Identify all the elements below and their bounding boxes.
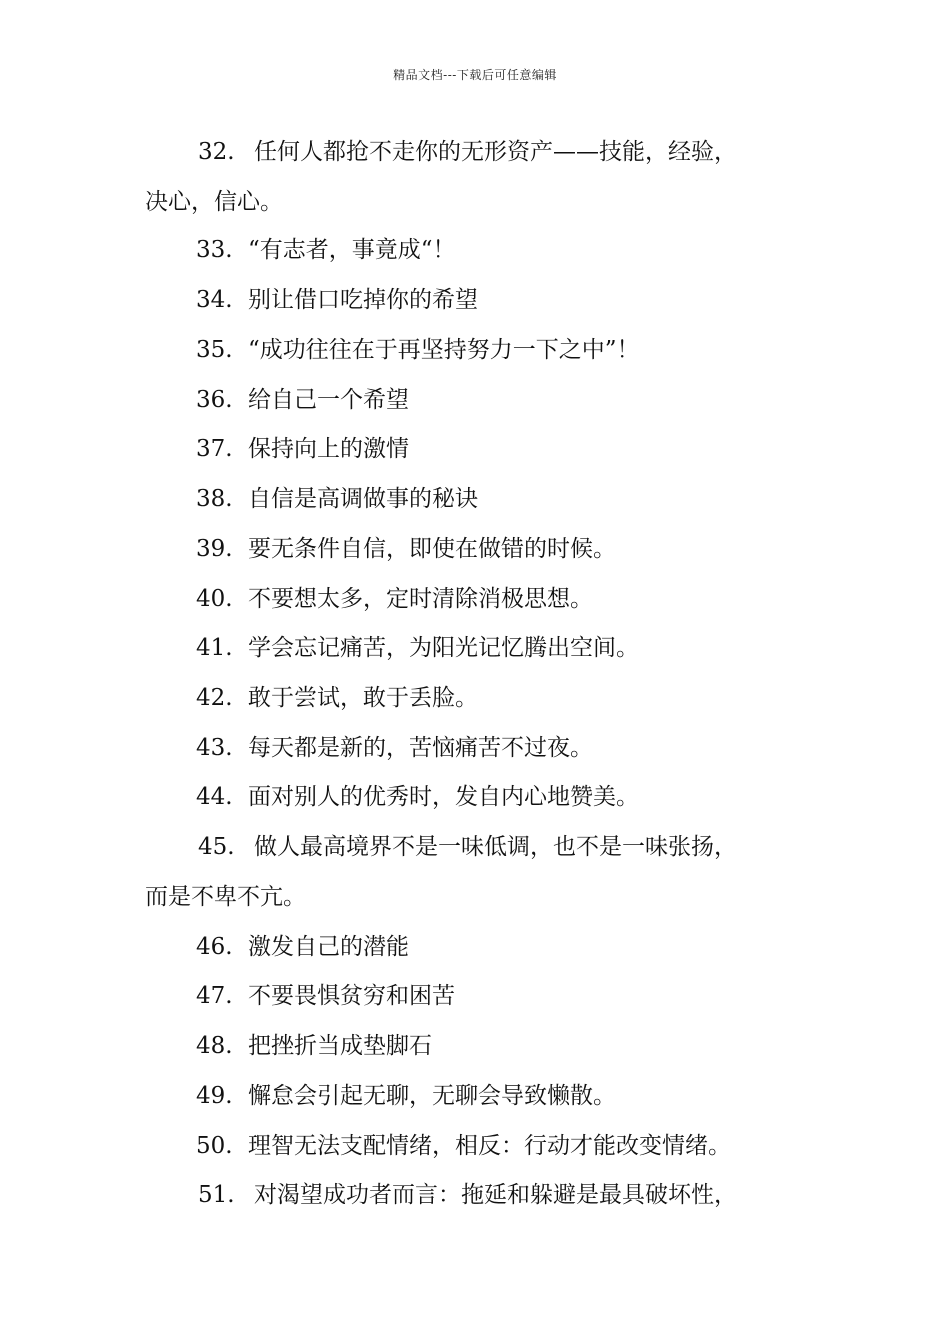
item-number: 39. — [196, 536, 233, 562]
item-number: 49. — [196, 1083, 233, 1109]
item-text: 不要想太多，定时清除消极思想。 — [248, 586, 593, 612]
item-number: 47. — [196, 983, 233, 1009]
item-text-continuation: 决心，信心。 — [145, 189, 283, 215]
item-text: 把挫折当成垫脚石 — [248, 1033, 432, 1059]
item-number: 43. — [196, 735, 233, 761]
item-text: 学会忘记痛苦，为阳光记忆腾出空间。 — [248, 635, 639, 661]
item-text: 要无条件自信，即使在做错的时候。 — [248, 536, 616, 562]
item-text: 任何人都抢不走你的无形资产——技能，经验， — [254, 139, 737, 165]
item-text: 面对别人的优秀时，发自内心地赞美。 — [248, 784, 639, 810]
item-text: 保持向上的激情 — [248, 436, 409, 462]
item-text: 自信是高调做事的秘诀 — [248, 486, 478, 512]
item-number: 45. — [198, 834, 235, 860]
item-text: “有志者，事竟成“！ — [248, 237, 456, 263]
item-text: 给自己一个希望 — [248, 387, 409, 413]
item-number: 38. — [196, 486, 233, 512]
item-number: 41. — [196, 635, 233, 661]
item-number: 40. — [196, 586, 233, 612]
item-number: 34. — [196, 287, 233, 313]
item-number: 37. — [196, 436, 233, 462]
page-header: 精品文档---下载后可任意编辑 — [393, 68, 557, 82]
item-text: 懈怠会引起无聊，无聊会导致懒散。 — [248, 1083, 616, 1109]
item-text: 每天都是新的，苦恼痛苦不过夜。 — [248, 735, 593, 761]
item-text: 不要畏惧贫穷和困苦 — [248, 983, 455, 1009]
item-number: 48. — [196, 1033, 233, 1059]
item-number: 36. — [196, 387, 233, 413]
item-text: 别让借口吃掉你的希望 — [248, 287, 478, 313]
item-text: 做人最高境界不是一味低调，也不是一味张扬， — [254, 834, 737, 860]
item-number: 46. — [196, 934, 233, 960]
item-text: 对渴望成功者而言：拖延和躲避是最具破坏性， — [254, 1182, 737, 1208]
item-number: 32. — [198, 139, 235, 165]
item-number: 51. — [198, 1182, 235, 1208]
item-text: 激发自己的潜能 — [248, 934, 409, 960]
item-number: 33. — [196, 237, 233, 263]
item-number: 35. — [196, 337, 233, 363]
item-text: 理智无法支配情绪，相反：行动才能改变情绪。 — [248, 1133, 731, 1159]
item-number: 50. — [196, 1133, 233, 1159]
item-number: 44. — [196, 784, 233, 810]
item-number: 42. — [196, 685, 233, 711]
item-text-continuation: 而是不卑不亢。 — [145, 884, 306, 910]
item-text: 敢于尝试，敢于丢脸。 — [248, 685, 478, 711]
item-text: “成功往往在于再坚持努力一下之中”！ — [248, 337, 640, 363]
